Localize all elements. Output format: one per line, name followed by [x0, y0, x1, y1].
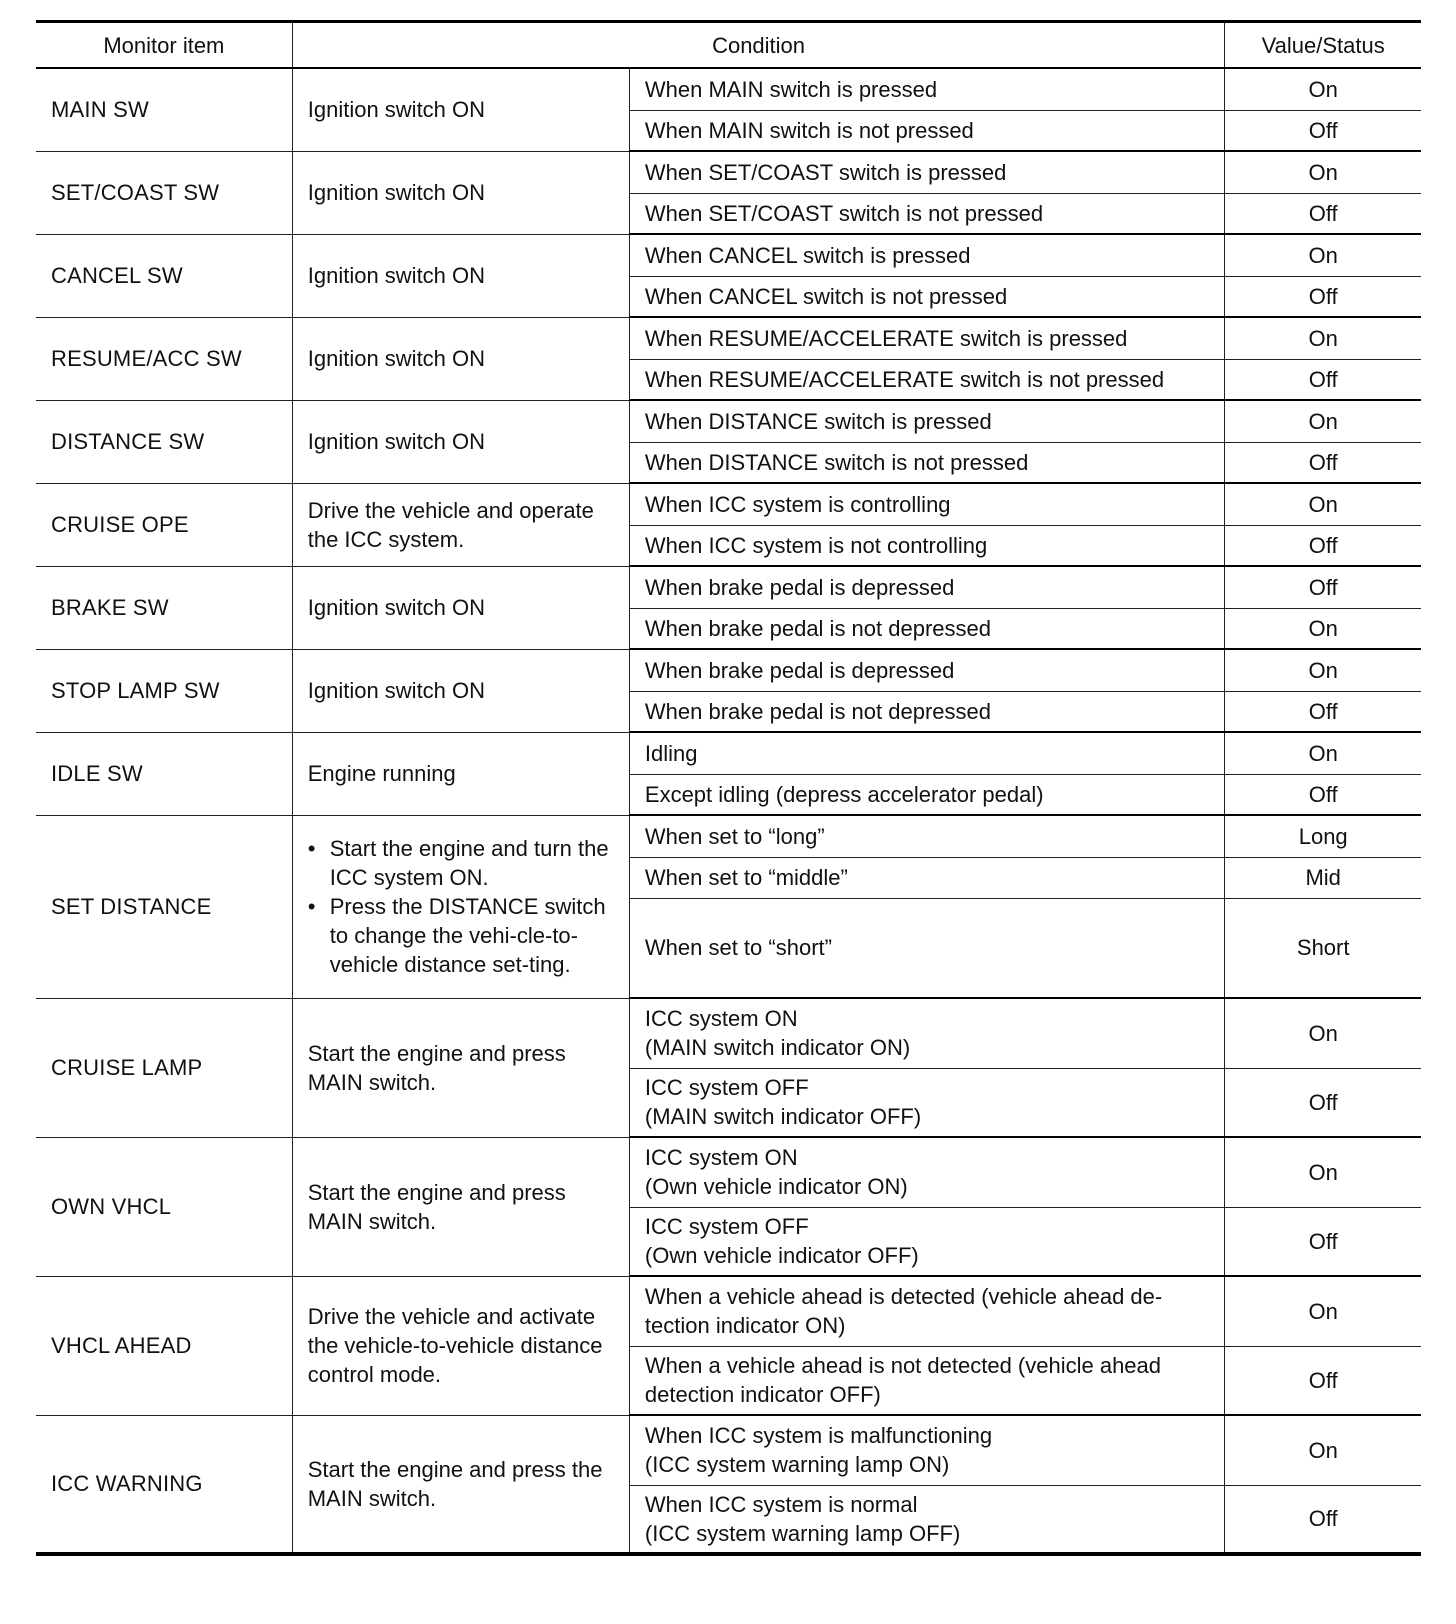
- sub-condition-line: (ICC system warning lamp OFF): [644, 1520, 961, 1546]
- value-status-cell: On: [1225, 151, 1421, 193]
- condition-cell: Ignition switch ON: [292, 400, 629, 483]
- value-status-cell: Off: [1225, 193, 1421, 234]
- value-status-cell: Off: [1225, 359, 1421, 400]
- monitor-item-cell: SET/COAST SW: [36, 151, 292, 234]
- monitor-group: [36, 649, 1421, 732]
- monitor-item-cell: SET DISTANCE: [36, 815, 292, 998]
- condition-cell: Ignition switch ON: [292, 649, 629, 732]
- table-row: [36, 1276, 1421, 1346]
- monitor-group: [36, 483, 1421, 566]
- table-row: [36, 1415, 1421, 1485]
- sub-condition-line: ICC system OFF: [644, 1075, 809, 1101]
- condition-cell: Ignition switch ON: [292, 317, 629, 400]
- sub-condition-cell: When set to “long”: [629, 815, 1225, 857]
- value-status-cell: Off: [1225, 442, 1421, 483]
- sub-condition-line: When a vehicle ahead is not detected (vehicle ahead: [644, 1353, 1162, 1379]
- header-condition: Condition: [292, 22, 1225, 69]
- sub-condition-cell: When set to “short”: [629, 898, 1225, 998]
- value-status-cell: Off: [1225, 1346, 1421, 1415]
- sub-condition-cell: When RESUME/ACCELERATE switch is pressed: [629, 317, 1225, 359]
- sub-condition-cell: [629, 1415, 1225, 1485]
- monitor-item-cell: DISTANCE SW: [36, 400, 292, 483]
- monitor-group: [36, 234, 1421, 317]
- sub-condition-line: (ICC system warning lamp ON): [644, 1452, 950, 1478]
- sub-condition-cell: [629, 1068, 1225, 1137]
- monitor-item-cell: RESUME/ACC SW: [36, 317, 292, 400]
- monitor-item-cell: ICC WARNING: [36, 1415, 292, 1554]
- condition-cell: Ignition switch ON: [292, 68, 629, 151]
- condition-cell: Ignition switch ON: [292, 566, 629, 649]
- monitor-group: [36, 732, 1421, 815]
- table-row: [36, 566, 1421, 608]
- sub-condition-cell: [629, 1485, 1225, 1554]
- value-status-cell: On: [1225, 649, 1421, 691]
- header-value-status: Value/Status: [1225, 22, 1421, 69]
- value-status-cell: Off: [1225, 1068, 1421, 1137]
- table-row: [36, 483, 1421, 525]
- condition-cell: [292, 815, 629, 998]
- value-status-cell: Off: [1225, 525, 1421, 566]
- monitor-group: [36, 815, 1421, 998]
- monitor-item-cell: IDLE SW: [36, 732, 292, 815]
- sub-condition-line: tection indicator ON): [644, 1313, 846, 1339]
- condition-cell: Ignition switch ON: [292, 234, 629, 317]
- monitor-group: [36, 998, 1421, 1137]
- condition-bullet-list: [308, 834, 614, 979]
- table-row: [36, 400, 1421, 442]
- header-monitor-item: Monitor item: [36, 22, 292, 69]
- monitor-item-cell: CRUISE OPE: [36, 483, 292, 566]
- table-row: [36, 649, 1421, 691]
- monitor-item-cell: VHCL AHEAD: [36, 1276, 292, 1415]
- sub-condition-line: ICC system ON: [644, 1145, 798, 1171]
- sub-condition-cell: When ICC system is not controlling: [629, 525, 1225, 566]
- sub-condition-cell: When brake pedal is not depressed: [629, 691, 1225, 732]
- sub-condition-cell: When DISTANCE switch is not pressed: [629, 442, 1225, 483]
- value-status-cell: Short: [1225, 898, 1421, 998]
- monitor-item-cell: BRAKE SW: [36, 566, 292, 649]
- sub-condition-line: When ICC system is malfunctioning: [644, 1423, 993, 1449]
- value-status-cell: On: [1225, 732, 1421, 774]
- value-status-cell: On: [1225, 1137, 1421, 1207]
- value-status-cell: Off: [1225, 110, 1421, 151]
- sub-condition-cell: When brake pedal is not depressed: [629, 608, 1225, 649]
- sub-condition-cell: When MAIN switch is pressed: [629, 68, 1225, 110]
- monitor-group: [36, 400, 1421, 483]
- value-status-cell: Off: [1225, 691, 1421, 732]
- sub-condition-cell: [629, 998, 1225, 1068]
- monitor-group: [36, 1415, 1421, 1554]
- condition-bullet: • Press the DISTANCE switch to change the vehi-cle-to-vehicle distance set-ting.: [330, 892, 614, 979]
- monitor-group: [36, 151, 1421, 234]
- monitor-item-cell: CANCEL SW: [36, 234, 292, 317]
- header-row: [36, 22, 1421, 69]
- value-status-cell: On: [1225, 400, 1421, 442]
- monitor-item-cell: STOP LAMP SW: [36, 649, 292, 732]
- condition-cell: Drive the vehicle and activate the vehicle-to-vehicle distance control mode.: [292, 1276, 629, 1415]
- condition-cell: Ignition switch ON: [292, 151, 629, 234]
- table-row: [36, 317, 1421, 359]
- table-row: [36, 732, 1421, 774]
- value-status-cell: On: [1225, 483, 1421, 525]
- monitor-table: [36, 20, 1421, 1556]
- value-status-cell: Mid: [1225, 857, 1421, 898]
- condition-cell: Drive the vehicle and operate the ICC system.: [292, 483, 629, 566]
- monitor-group: [36, 1276, 1421, 1415]
- condition-cell: Start the engine and press MAIN switch.: [292, 1137, 629, 1276]
- sub-condition-line: (Own vehicle indicator ON): [644, 1174, 908, 1200]
- sub-condition-line: detection indicator OFF): [644, 1382, 881, 1408]
- sub-condition-cell: [629, 1276, 1225, 1346]
- value-status-cell: Off: [1225, 566, 1421, 608]
- sub-condition-cell: When ICC system is controlling: [629, 483, 1225, 525]
- table-row: [36, 151, 1421, 193]
- value-status-cell: Off: [1225, 1207, 1421, 1276]
- sub-condition-line: When ICC system is normal: [644, 1491, 918, 1517]
- sub-condition-line: (Own vehicle indicator OFF): [644, 1243, 919, 1269]
- sub-condition-cell: When set to “middle”: [629, 857, 1225, 898]
- condition-cell: Start the engine and press MAIN switch.: [292, 998, 629, 1137]
- sub-condition-line: ICC system ON: [644, 1006, 798, 1032]
- condition-cell: Start the engine and press the MAIN switch.: [292, 1415, 629, 1554]
- value-status-cell: On: [1225, 608, 1421, 649]
- monitor-item-cell: OWN VHCL: [36, 1137, 292, 1276]
- monitor-group: [36, 1137, 1421, 1276]
- sub-condition-cell: When SET/COAST switch is pressed: [629, 151, 1225, 193]
- condition-cell: Engine running: [292, 732, 629, 815]
- value-status-cell: Off: [1225, 774, 1421, 815]
- sub-condition-cell: [629, 1137, 1225, 1207]
- monitor-group: [36, 566, 1421, 649]
- sub-condition-line: ICC system OFF: [644, 1214, 809, 1240]
- sub-condition-line: (MAIN switch indicator ON): [644, 1035, 911, 1061]
- table-row: [36, 68, 1421, 110]
- value-status-cell: On: [1225, 317, 1421, 359]
- sub-condition-cell: [629, 1207, 1225, 1276]
- table-row: [36, 998, 1421, 1068]
- sub-condition-cell: Idling: [629, 732, 1225, 774]
- sub-condition-cell: When RESUME/ACCELERATE switch is not pressed: [629, 359, 1225, 400]
- condition-bullet: • Start the engine and turn the ICC system ON.: [330, 834, 614, 892]
- monitor-item-cell: MAIN SW: [36, 68, 292, 151]
- value-status-cell: Off: [1225, 276, 1421, 317]
- value-status-cell: On: [1225, 68, 1421, 110]
- sub-condition-cell: [629, 1346, 1225, 1415]
- value-status-cell: Off: [1225, 1485, 1421, 1554]
- sub-condition-cell: When brake pedal is depressed: [629, 649, 1225, 691]
- table-row: [36, 815, 1421, 857]
- value-status-cell: Long: [1225, 815, 1421, 857]
- table-row: [36, 234, 1421, 276]
- sub-condition-cell: When DISTANCE switch is pressed: [629, 400, 1225, 442]
- sub-condition-line: When a vehicle ahead is detected (vehicle ahead de-: [644, 1284, 1163, 1310]
- value-status-cell: On: [1225, 234, 1421, 276]
- value-status-cell: On: [1225, 1276, 1421, 1346]
- sub-condition-line: (MAIN switch indicator OFF): [644, 1104, 922, 1130]
- sub-condition-cell: When brake pedal is depressed: [629, 566, 1225, 608]
- value-status-cell: On: [1225, 998, 1421, 1068]
- monitor-group: [36, 68, 1421, 151]
- value-status-cell: On: [1225, 1415, 1421, 1485]
- monitor-item-cell: CRUISE LAMP: [36, 998, 292, 1137]
- sub-condition-cell: When CANCEL switch is not pressed: [629, 276, 1225, 317]
- sub-condition-cell: When SET/COAST switch is not pressed: [629, 193, 1225, 234]
- table-row: [36, 1137, 1421, 1207]
- sub-condition-cell: Except idling (depress accelerator pedal): [629, 774, 1225, 815]
- monitor-group: [36, 317, 1421, 400]
- sub-condition-cell: When CANCEL switch is pressed: [629, 234, 1225, 276]
- sub-condition-cell: When MAIN switch is not pressed: [629, 110, 1225, 151]
